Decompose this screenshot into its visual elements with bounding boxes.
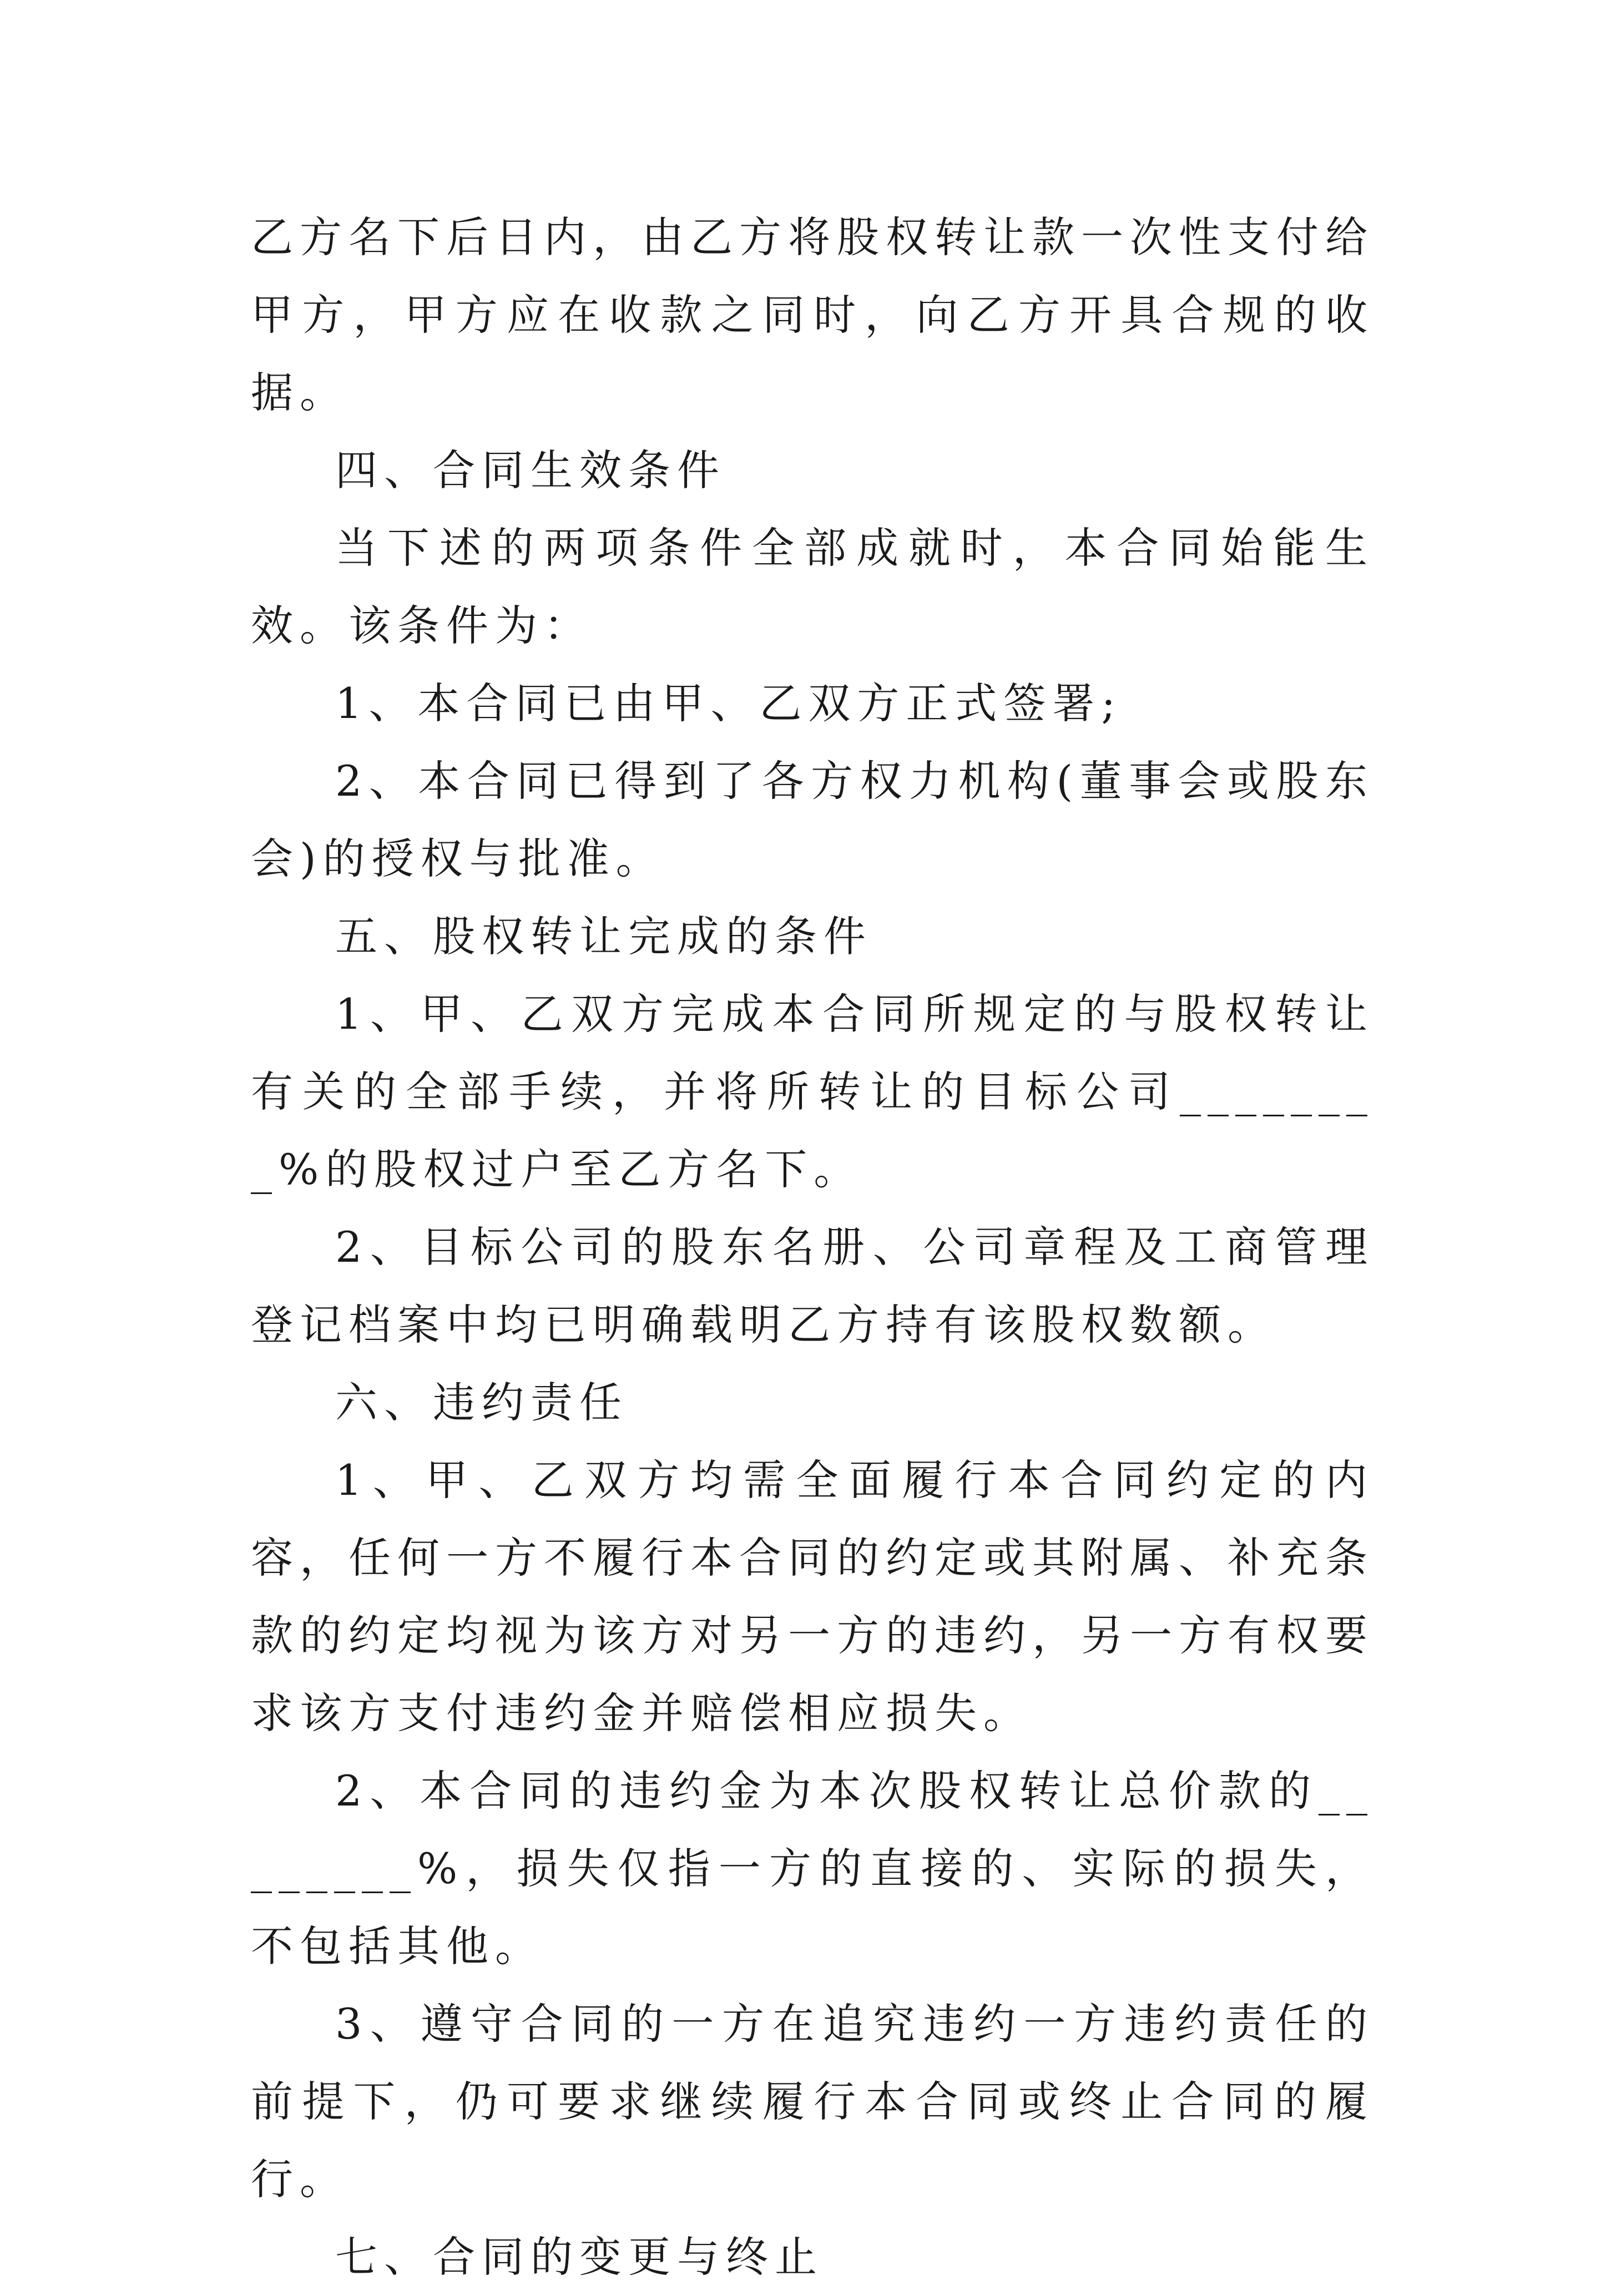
clause-6-1: 1、甲、乙双方均需全面履行本合同约定的内容，任何一方不履行本合同的约定或其附属、补充条款的约定均视为该方对另一方的违约，另一方有权要求该方支付违约金并赔偿相应损失。 [251,1455,1374,1738]
clause-4-1: 1、本合同已由甲、乙双方正式签署; [335,679,1122,728]
paragraph-payment-continuation: 乙方名下后日内，由乙方将股权转让款一次性支付给甲方，甲方应在收款之同时，向乙方开具合规的收据。 [251,213,1374,417]
paragraph-effective-intro: 当下述的两项条件全部成就时，本合同始能生效。该条件为： [251,523,1374,650]
section-heading-transfer-completion: 五、股权转让完成的条件 [335,912,872,961]
clause-6-3: 3、遵守合同的一方在追究违约一方违约责任的前提下，仍可要求继续履行本合同或终止合同的履行。 [251,1999,1374,2204]
document-body [251,199,1374,2296]
section-heading-breach-liability: 六、违约责任 [335,1378,628,1427]
clause-6-2: 2、本合同的违约金为本次股权转让总价款的________%，损失仅指一方的直接的、实际的损失，不包括其他。 [251,1766,1374,1971]
section-heading-effective-conditions: 四、合同生效条件 [335,446,726,495]
clause-5-1: 1、甲、乙双方完成本合同所规定的与股权转让有关的全部手续，并将所转让的目标公司________%的股权过户至乙方名下。 [251,989,1374,1194]
clause-5-2: 2、目标公司的股东名册、公司章程及工商管理登记档案中均已明确载明乙方持有该股权数额。 [251,1222,1374,1349]
clause-4-2: 2、本合同已得到了各方权力机构(董事会或股东会)的授权与批准。 [251,756,1374,883]
section-heading-change-termination: 七、合同的变更与终止 [335,2232,824,2282]
